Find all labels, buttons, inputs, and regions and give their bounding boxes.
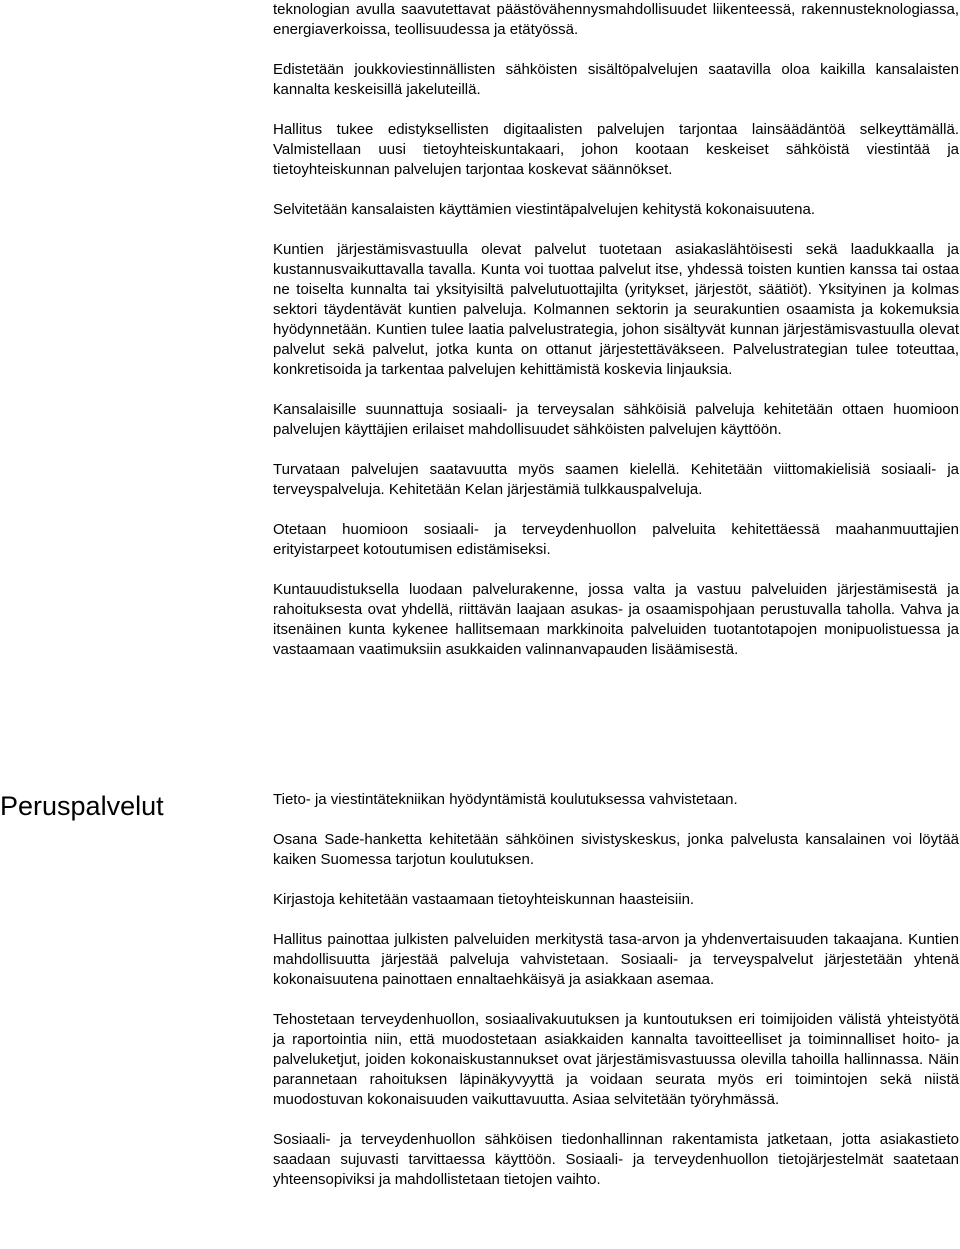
paragraph: Edistetään joukkoviestinnällisten sähköisten sisältöpalvelujen saatavilla oloa kaikilla kansalaisten kannalta keskeisillä jakeluteillä. xyxy=(273,61,959,98)
paragraph: Hallitus painottaa julkisten palveluiden merkitystä tasa-arvon ja yhdenvertaisuuden takaajana. Kuntien mahdollisuutta järjestää palveluja vahvistetaan. Sosiaali- ja terveyspalvelut järjestetään yhtenä kokonaisuutena painottaen ennaltaehkäisyä ja asiakkaan asemaa. xyxy=(273,931,959,988)
paragraph: teknologian avulla saavutettavat päästövähennysmahdollisuudet liikenteessä, rakennusteknologiassa, energiaverkoissa, teollisuudessa ja etätyössä. xyxy=(273,1,959,38)
paragraph: Sosiaali- ja terveydenhuollon sähköisen tiedonhallinnan rakentamista jatketaan, jotta asiakastieto saadaan sujuvasti tarvittaessa käyttöön. Sosiaali- ja terveydenhuollon tietojärjestelmät saatetaan yhteensopiviksi ja mahdollistetaan tietojen vaihto. xyxy=(273,1131,959,1188)
section-heading: Peruspalvelut xyxy=(0,791,164,821)
paragraph: Kirjastoja kehitetään vastaamaan tietoyhteiskunnan haasteisiin. xyxy=(273,891,695,908)
paragraph: Kansalaisille suunnattuja sosiaali- ja terveysalan sähköisiä palveluja kehitetään ottaen huomioon palvelujen käyttäjien erilaiset mahdollisuudet sähköisten palvelujen käyttöön. xyxy=(273,401,959,438)
paragraph: Kuntien järjestämisvastuulla olevat palvelut tuotetaan asiakaslähtöisesti sekä laadukkaalla ja kustannusvaikuttavalla tavalla. Kunta voi tuottaa palvelut itse, yhdessä toisten kuntien kanssa tai ostaa ne toiselta kunnalta tai yksityisiltä palvelutuottajilta (yritykset, järjestöt, säätiöt). Yksityinen ja kolmas sektori täydentävät kuntien palveluja. Kolmannen sektorin ja seurakuntien osaamista ja kokemuksia hyödynnetään. Kuntien tulee laatia palvelustrategia, johon sisältyvät kunnan järjestämisvastuulla olevat palvelut sekä palvelut, jotka kunta on ottanut järjestettäväkseen. Palvelustrategian tulee toteuttaa, konkretisoida ja tarkentaa palvelujen kehittämistä koskevia linjauksia. xyxy=(273,241,959,378)
paragraph: Tehostetaan terveydenhuollon, sosiaalivakuutuksen ja kuntoutuksen eri toimijoiden välistä yhteistyötä ja raportointia niin, että muodostetaan asiakkaiden kannalta tavoitteelliset ja toiminnalliset hoito- ja palveluketjut, joiden kokonaiskustannukset ovat järjestämisvastuussa olevilla tahoilla hallinnassa. Näin parannetaan rahoituksen läpinäkyvyyttä ja voidaan seurata myös eri toimintojen sekä niistä muodostuvan kokonaisuuden vaikuttavuutta. Asiaa selvitetään työryhmässä. xyxy=(273,1011,959,1108)
section-peruspalvelut-body xyxy=(273,790,959,1190)
paragraph: Hallitus tukee edistyksellisten digitaalisten palvelujen tarjontaa lainsäädäntöä selkeyttämällä. Valmistellaan uusi tietoyhteiskuntakaari, johon kootaan keskeiset sähköistä viestintää ja tietoyhteiskunnan palvelujen tarjontaa koskevat säännökset. xyxy=(273,121,959,178)
paragraph: Selvitetään kansalaisten käyttämien viestintäpalvelujen kehitystä kokonaisuutena. xyxy=(273,201,815,218)
section-main-body xyxy=(273,0,959,660)
paragraph: Tieto- ja viestintätekniikan hyödyntämistä koulutuksessa vahvistetaan. xyxy=(273,791,738,808)
paragraph: Kuntauudistuksella luodaan palvelurakenne, jossa valta ja vastuu palveluiden järjestämisestä ja rahoituksesta ovat yhdellä, riittävän laajaan asukas- ja osaamispohjaan perustuvalla taholla. Vahva ja itsenäinen kunta kykenee hallitsemaan markkinoita palveluiden tuotantotapojen monipuolistuessa ja vastaamaan vaatimuksiin asukkaiden valinnanvapauden lisäämisestä. xyxy=(273,581,959,658)
paragraph: Otetaan huomioon sosiaali- ja terveydenhuollon palveluita kehitettäessä maahanmuuttajien erityistarpeet kotoutumisen edistämiseksi. xyxy=(273,521,959,558)
paragraph: Osana Sade-hanketta kehitetään sähköinen sivistyskeskus, jonka palvelusta kansalainen voi löytää kaiken Suomessa tarjotun koulutuksen. xyxy=(273,831,959,868)
paragraph: Turvataan palvelujen saatavuutta myös saamen kielellä. Kehitetään viittomakielisiä sosiaali- ja terveyspalveluja. Kehitetään Kelan järjestämiä tulkkauspalveluja. xyxy=(273,461,959,498)
